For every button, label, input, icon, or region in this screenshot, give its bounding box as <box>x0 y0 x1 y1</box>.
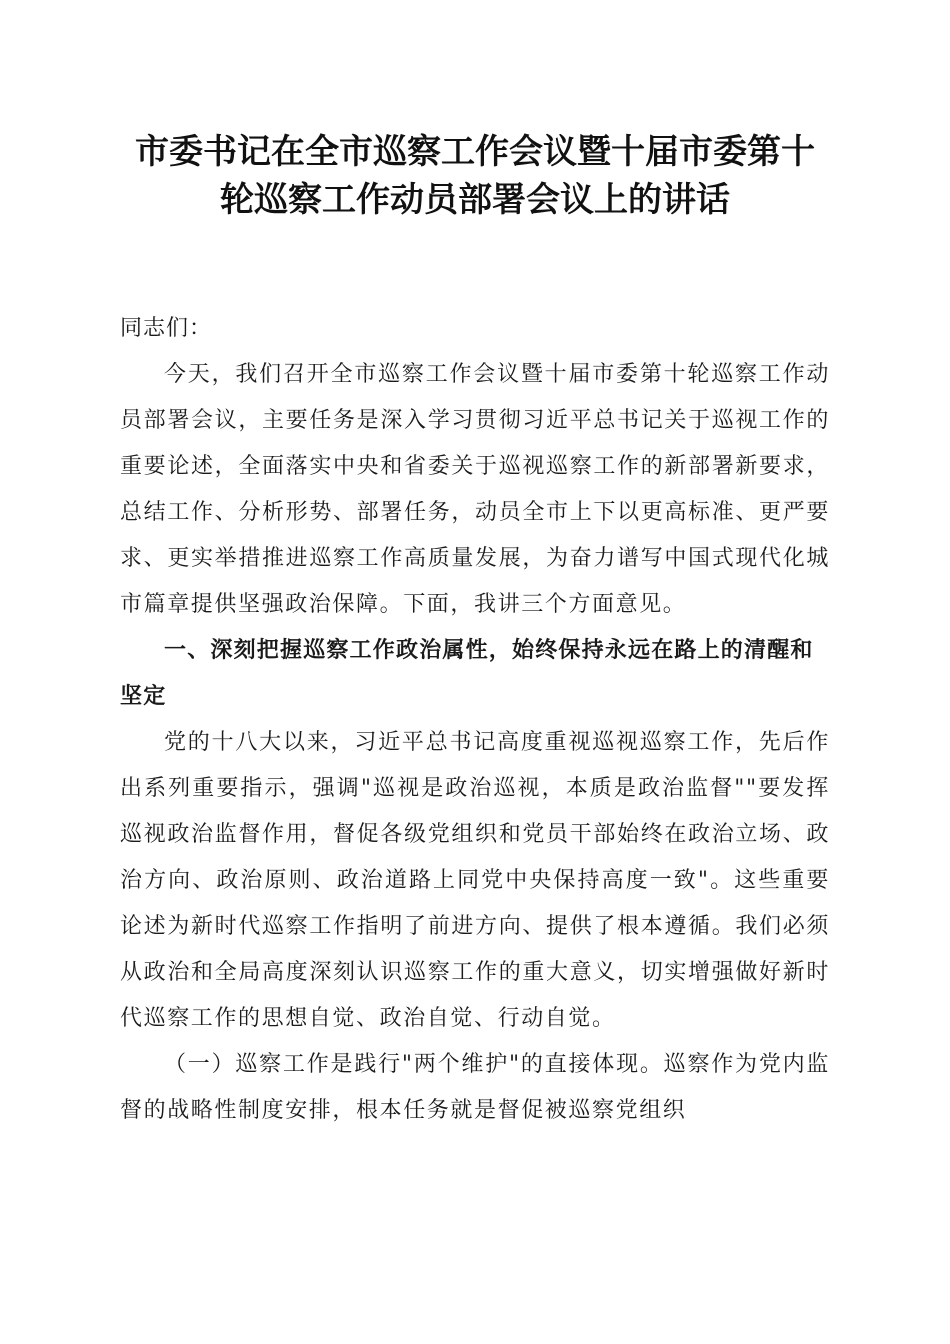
document-title <box>120 128 830 224</box>
subsection-1-paragraph: （一）巡察工作是践行"两个维护"的直接体现。巡察作为党内监督的战略性制度安排，根本任务就是督促被巡察党组织 <box>120 1052 830 1123</box>
greeting: 同志们： <box>120 316 213 341</box>
section-1-paragraph: 党的十八大以来，习近平总书记高度重视巡视巡察工作，先后作出系列重要指示，强调"巡视是政治巡视，本质是政治监督""要发挥巡视政治监督作用，督促各级党组织和党员干部始终在政治立场、政治方向、政治原则、政治道路上同党中央保持高度一致"。这些重要论述为新时代巡察工作指明了前进方向、提供了根本遵循。我们必须从政治和全局高度深刻认识巡察工作的重大意义，切实增强做好新时代巡察工作的思想自觉、政治自觉、行动自觉。 <box>120 730 830 1031</box>
title-line-1: 市委书记在全市巡察工作会议暨十届市委第十 <box>135 132 815 172</box>
title-line-2: 轮巡察工作动员部署会议上的讲话 <box>220 180 730 220</box>
document-page <box>120 128 830 1134</box>
intro-paragraph: 今天，我们召开全市巡察工作会议暨十届市委第十轮巡察工作动员部署会议，主要任务是深入学习贯彻习近平总书记关于巡视工作的重要论述，全面落实中央和省委关于巡视巡察工作的新部署新要求，总结工作、分析形势、部署任务，动员全市上下以更高标准、更严要求、更实举措推进巡察工作高质量发展，为奋力谱写中国式现代化城市篇章提供坚强政治保障。下面，我讲三个方面意见。 <box>120 362 830 617</box>
section-1-heading: 一、深刻把握巡察工作政治属性，始终保持永远在路上的清醒和坚定 <box>120 638 814 709</box>
